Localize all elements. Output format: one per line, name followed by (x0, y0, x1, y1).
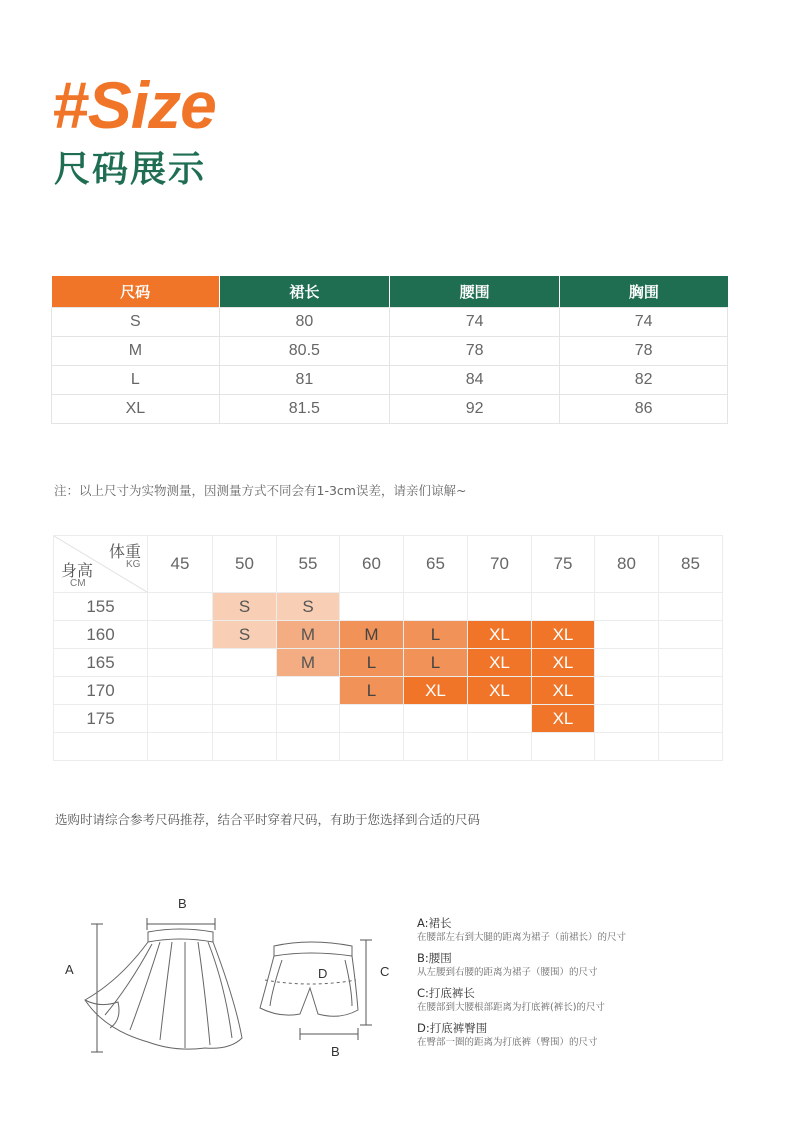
fit-cell (148, 677, 213, 705)
length-cell: 80 (219, 308, 389, 337)
length-cell: 81.5 (219, 395, 389, 424)
fit-cell (404, 733, 468, 761)
weight-header: 70 (468, 536, 532, 593)
waist-cell: 92 (389, 395, 559, 424)
fit-cell (532, 733, 595, 761)
weight-header: 45 (148, 536, 213, 593)
header-size: 尺码 (52, 276, 220, 308)
fit-cell (595, 621, 659, 649)
garment-illustration (60, 890, 400, 1070)
fit-header-row (54, 536, 723, 593)
fit-cell: L (404, 621, 468, 649)
fit-cell (340, 705, 404, 733)
label-b-shorts: B (331, 1044, 340, 1059)
label-b-skirt: B (178, 896, 187, 911)
size-table-header (52, 276, 728, 308)
measurement-note: 注：以上尺寸为实物测量，因测量方式不同会有1-3cm误差，请亲们谅解~ (54, 483, 467, 498)
shorts-drawing (260, 942, 358, 1016)
fit-cell (340, 593, 404, 621)
bust-cell: 86 (560, 395, 728, 424)
height-cell: 160 (54, 621, 148, 649)
legend-desc: 在腰部左右到大腿的距离为裙子（前裙长）的尺寸 (417, 932, 627, 943)
fit-cell: L (340, 649, 404, 677)
fit-cell (277, 677, 340, 705)
legend-desc: 在臀部一圈的距离为打底裤（臀围）的尺寸 (417, 1037, 598, 1048)
size-cell: S (52, 308, 220, 337)
measurement-legend (417, 916, 626, 1056)
fit-cell (277, 733, 340, 761)
header-length: 裙长 (219, 276, 389, 308)
fit-cell: XL (532, 649, 595, 677)
table-row (54, 593, 723, 621)
weight-header: 60 (340, 536, 404, 593)
fit-cell (340, 733, 404, 761)
fit-cell: S (277, 593, 340, 621)
table-row (54, 677, 723, 705)
fit-cell: XL (404, 677, 468, 705)
legend-desc: 在腰部到大腰根部距离为打底裤(裤长)的尺寸 (417, 1002, 605, 1013)
waist-cell: 78 (389, 337, 559, 366)
legend-item (417, 986, 626, 1014)
legend-title: A:裙长 (417, 916, 452, 930)
weight-header: 80 (595, 536, 659, 593)
table-row (52, 308, 728, 337)
fit-table (53, 535, 723, 761)
header-bust: 胸围 (560, 276, 728, 308)
fit-cell: S (213, 621, 277, 649)
fit-cell: M (340, 621, 404, 649)
fit-cell (659, 621, 723, 649)
fit-cell: XL (468, 649, 532, 677)
page-title: 尺码展示 (54, 149, 207, 190)
fit-cell (468, 593, 532, 621)
fit-cell: XL (532, 621, 595, 649)
legend-desc: 从左腰到右腰的距离为裙子（腰围）的尺寸 (417, 967, 598, 978)
advice-text: 选购时请综合参考尺码推荐，结合平时穿着尺码，有助于您选择到合适的尺码 (55, 812, 481, 827)
table-row (52, 337, 728, 366)
fit-cell: L (340, 677, 404, 705)
height-label: 身高 (61, 561, 94, 580)
hero-tag: #Size (52, 68, 216, 142)
fit-cell (213, 733, 277, 761)
fit-cell (148, 733, 213, 761)
fit-cell (277, 705, 340, 733)
fit-cell (659, 593, 723, 621)
bust-cell: 82 (560, 366, 728, 395)
fit-cell (595, 705, 659, 733)
fit-cell: XL (532, 677, 595, 705)
height-cell (54, 733, 148, 761)
size-cell: L (52, 366, 220, 395)
fit-cell: S (213, 593, 277, 621)
fit-cell (213, 649, 277, 677)
fit-cell (595, 593, 659, 621)
bust-cell: 74 (560, 308, 728, 337)
fit-cell (148, 649, 213, 677)
fit-cell (659, 733, 723, 761)
size-cell: M (52, 337, 220, 366)
fit-cell (659, 705, 723, 733)
height-cell: 165 (54, 649, 148, 677)
fit-cell: M (277, 649, 340, 677)
fit-cell (148, 705, 213, 733)
fit-cell (468, 733, 532, 761)
weight-header: 50 (213, 536, 277, 593)
table-row (54, 705, 723, 733)
legend-item (417, 951, 626, 979)
legend-title: D:打底裤臀围 (417, 1021, 488, 1035)
fit-cell (148, 621, 213, 649)
weight-label: 体重 (109, 542, 142, 561)
fit-cell (213, 677, 277, 705)
weight-header: 75 (532, 536, 595, 593)
measurement-diagram (60, 890, 400, 1074)
fit-cell (595, 677, 659, 705)
fit-cell: M (277, 621, 340, 649)
weight-header: 65 (404, 536, 468, 593)
table-row (52, 366, 728, 395)
legend-item (417, 1021, 626, 1049)
legend-title: C:打底裤长 (417, 986, 475, 1000)
table-row (54, 733, 723, 761)
header-waist: 腰围 (389, 276, 559, 308)
length-cell: 80.5 (219, 337, 389, 366)
label-c: C (380, 964, 390, 979)
fit-cell (532, 593, 595, 621)
fit-cell (595, 649, 659, 677)
fit-cell (213, 705, 277, 733)
table-row (52, 395, 728, 424)
weight-header: 55 (277, 536, 340, 593)
table-row (54, 649, 723, 677)
fit-cell (468, 705, 532, 733)
fit-cell: XL (532, 705, 595, 733)
fit-cell: L (404, 649, 468, 677)
table-row (54, 621, 723, 649)
fit-cell (148, 593, 213, 621)
height-unit: CM (70, 578, 86, 589)
weight-unit: KG (126, 559, 141, 570)
size-cell: XL (52, 395, 220, 424)
waist-cell: 74 (389, 308, 559, 337)
height-cell: 170 (54, 677, 148, 705)
fit-corner (54, 536, 148, 593)
legend-item (417, 916, 626, 944)
legend-title: B:腰围 (417, 951, 452, 965)
height-cell: 175 (54, 705, 148, 733)
fit-cell (404, 705, 468, 733)
height-cell: 155 (54, 593, 148, 621)
skirt-drawing (85, 929, 242, 1049)
fit-cell (659, 649, 723, 677)
label-d: D (318, 966, 328, 981)
bust-cell: 78 (560, 337, 728, 366)
label-a: A (65, 962, 74, 977)
fit-cell: XL (468, 677, 532, 705)
fit-cell (659, 677, 723, 705)
fit-cell (595, 733, 659, 761)
waist-cell: 84 (389, 366, 559, 395)
fit-cell: XL (468, 621, 532, 649)
length-cell: 81 (219, 366, 389, 395)
fit-cell (404, 593, 468, 621)
size-table (51, 276, 728, 424)
weight-header: 85 (659, 536, 723, 593)
